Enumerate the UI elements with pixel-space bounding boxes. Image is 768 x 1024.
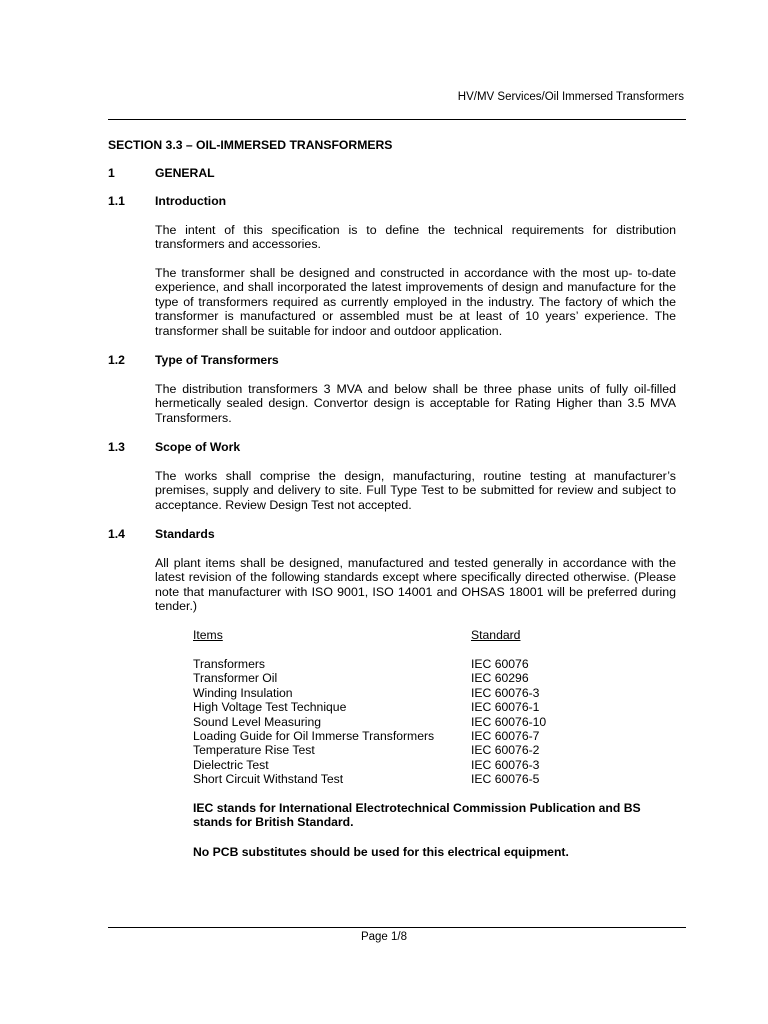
- intro-paragraph-1: The intent of this specification is to define the technical requirements for distribution transformers and accessories.: [155, 223, 676, 252]
- table-cell-standard: IEC 60296: [471, 671, 529, 685]
- intro-heading: Introduction: [155, 194, 227, 208]
- table-cell-item: Transformers: [193, 657, 266, 671]
- scope-number: 1.3: [108, 440, 125, 454]
- table-cell-item: Transformer Oil: [193, 671, 278, 685]
- table-cell-item: Dielectric Test: [193, 758, 269, 772]
- table-cell-item: Temperature Rise Test: [193, 743, 315, 757]
- general-number: 1: [108, 166, 115, 180]
- standards-heading: Standards: [155, 527, 215, 541]
- types-number: 1.2: [108, 353, 125, 367]
- header-title: HV/MV Services/Oil Immersed Transformers: [457, 91, 684, 103]
- scope-heading: Scope of Work: [155, 440, 241, 454]
- standards-number: 1.4: [108, 527, 125, 541]
- standards-paragraph: All plant items shall be designed, manufactured and tested generally in accordance with the latest revision of the following standards except where specifically directed otherwise. (Please note that manufacturer with ISO 9001, ISO 14001 and OHSAS 18001 will be preferred during tender.): [155, 556, 676, 614]
- section-title: SECTION 3.3 – OIL-IMMERSED TRANSFORMERS: [108, 138, 393, 152]
- types-paragraph: The distribution transformers 3 MVA and below shall be three phase units of fully oil-filled hermetically sealed design. Convertor design is acceptable for Rating Higher than 3.5 MVA Transformers.: [155, 382, 676, 425]
- table-cell-standard: IEC 60076-10: [471, 715, 547, 729]
- table-cell-standard: IEC 60076-3: [471, 758, 540, 772]
- table-cell-standard: IEC 60076-3: [471, 686, 540, 700]
- table-header-items: Items: [193, 628, 223, 642]
- intro-paragraph-2: The transformer shall be designed and constructed in accordance with the most up- to-date experience, and shall incorporated the latest improvements of design and manufacture for the type of transformers required as currently employed in the industry. The factory of which the transformer is manufactured or assembled must be at least of 10 years’ experience. The transformer shall be suitable for indoor and outdoor application.: [155, 266, 676, 338]
- table-cell-item: Sound Level Measuring: [193, 715, 322, 729]
- table-cell-item: Winding Insulation: [193, 686, 293, 700]
- iec-bs-note: IEC stands for International Electrotechnical Commission Publication and BS stands for British Standard.: [193, 801, 641, 830]
- table-cell-item: Loading Guide for Oil Immerse Transformers: [193, 729, 435, 743]
- table-cell-standard: IEC 60076-5: [471, 772, 540, 786]
- general-heading: GENERAL: [155, 166, 215, 180]
- page-number: Page 1/8: [360, 931, 408, 943]
- table-header-standard: Standard: [471, 628, 521, 642]
- table-cell-item: High Voltage Test Technique: [193, 700, 347, 714]
- table-cell-item: Short Circuit Withstand Test: [193, 772, 344, 786]
- table-cell-standard: IEC 60076-1: [471, 700, 540, 714]
- table-cell-standard: IEC 60076-7: [471, 729, 540, 743]
- footer-divider: [108, 927, 686, 928]
- types-heading: Type of Transformers: [155, 353, 279, 367]
- table-cell-standard: IEC 60076: [471, 657, 529, 671]
- table-cell-standard: IEC 60076-2: [471, 743, 540, 757]
- pcb-note: No PCB substitutes should be used for this electrical equipment.: [193, 845, 569, 859]
- intro-number: 1.1: [108, 194, 125, 208]
- header-divider: [108, 119, 686, 120]
- scope-paragraph: The works shall comprise the design, manufacturing, routine testing at manufacturer’s premises, supply and delivery to site. Full Type Test to be submitted for review and subject to acceptance. Review Design Test not accepted.: [155, 469, 676, 512]
